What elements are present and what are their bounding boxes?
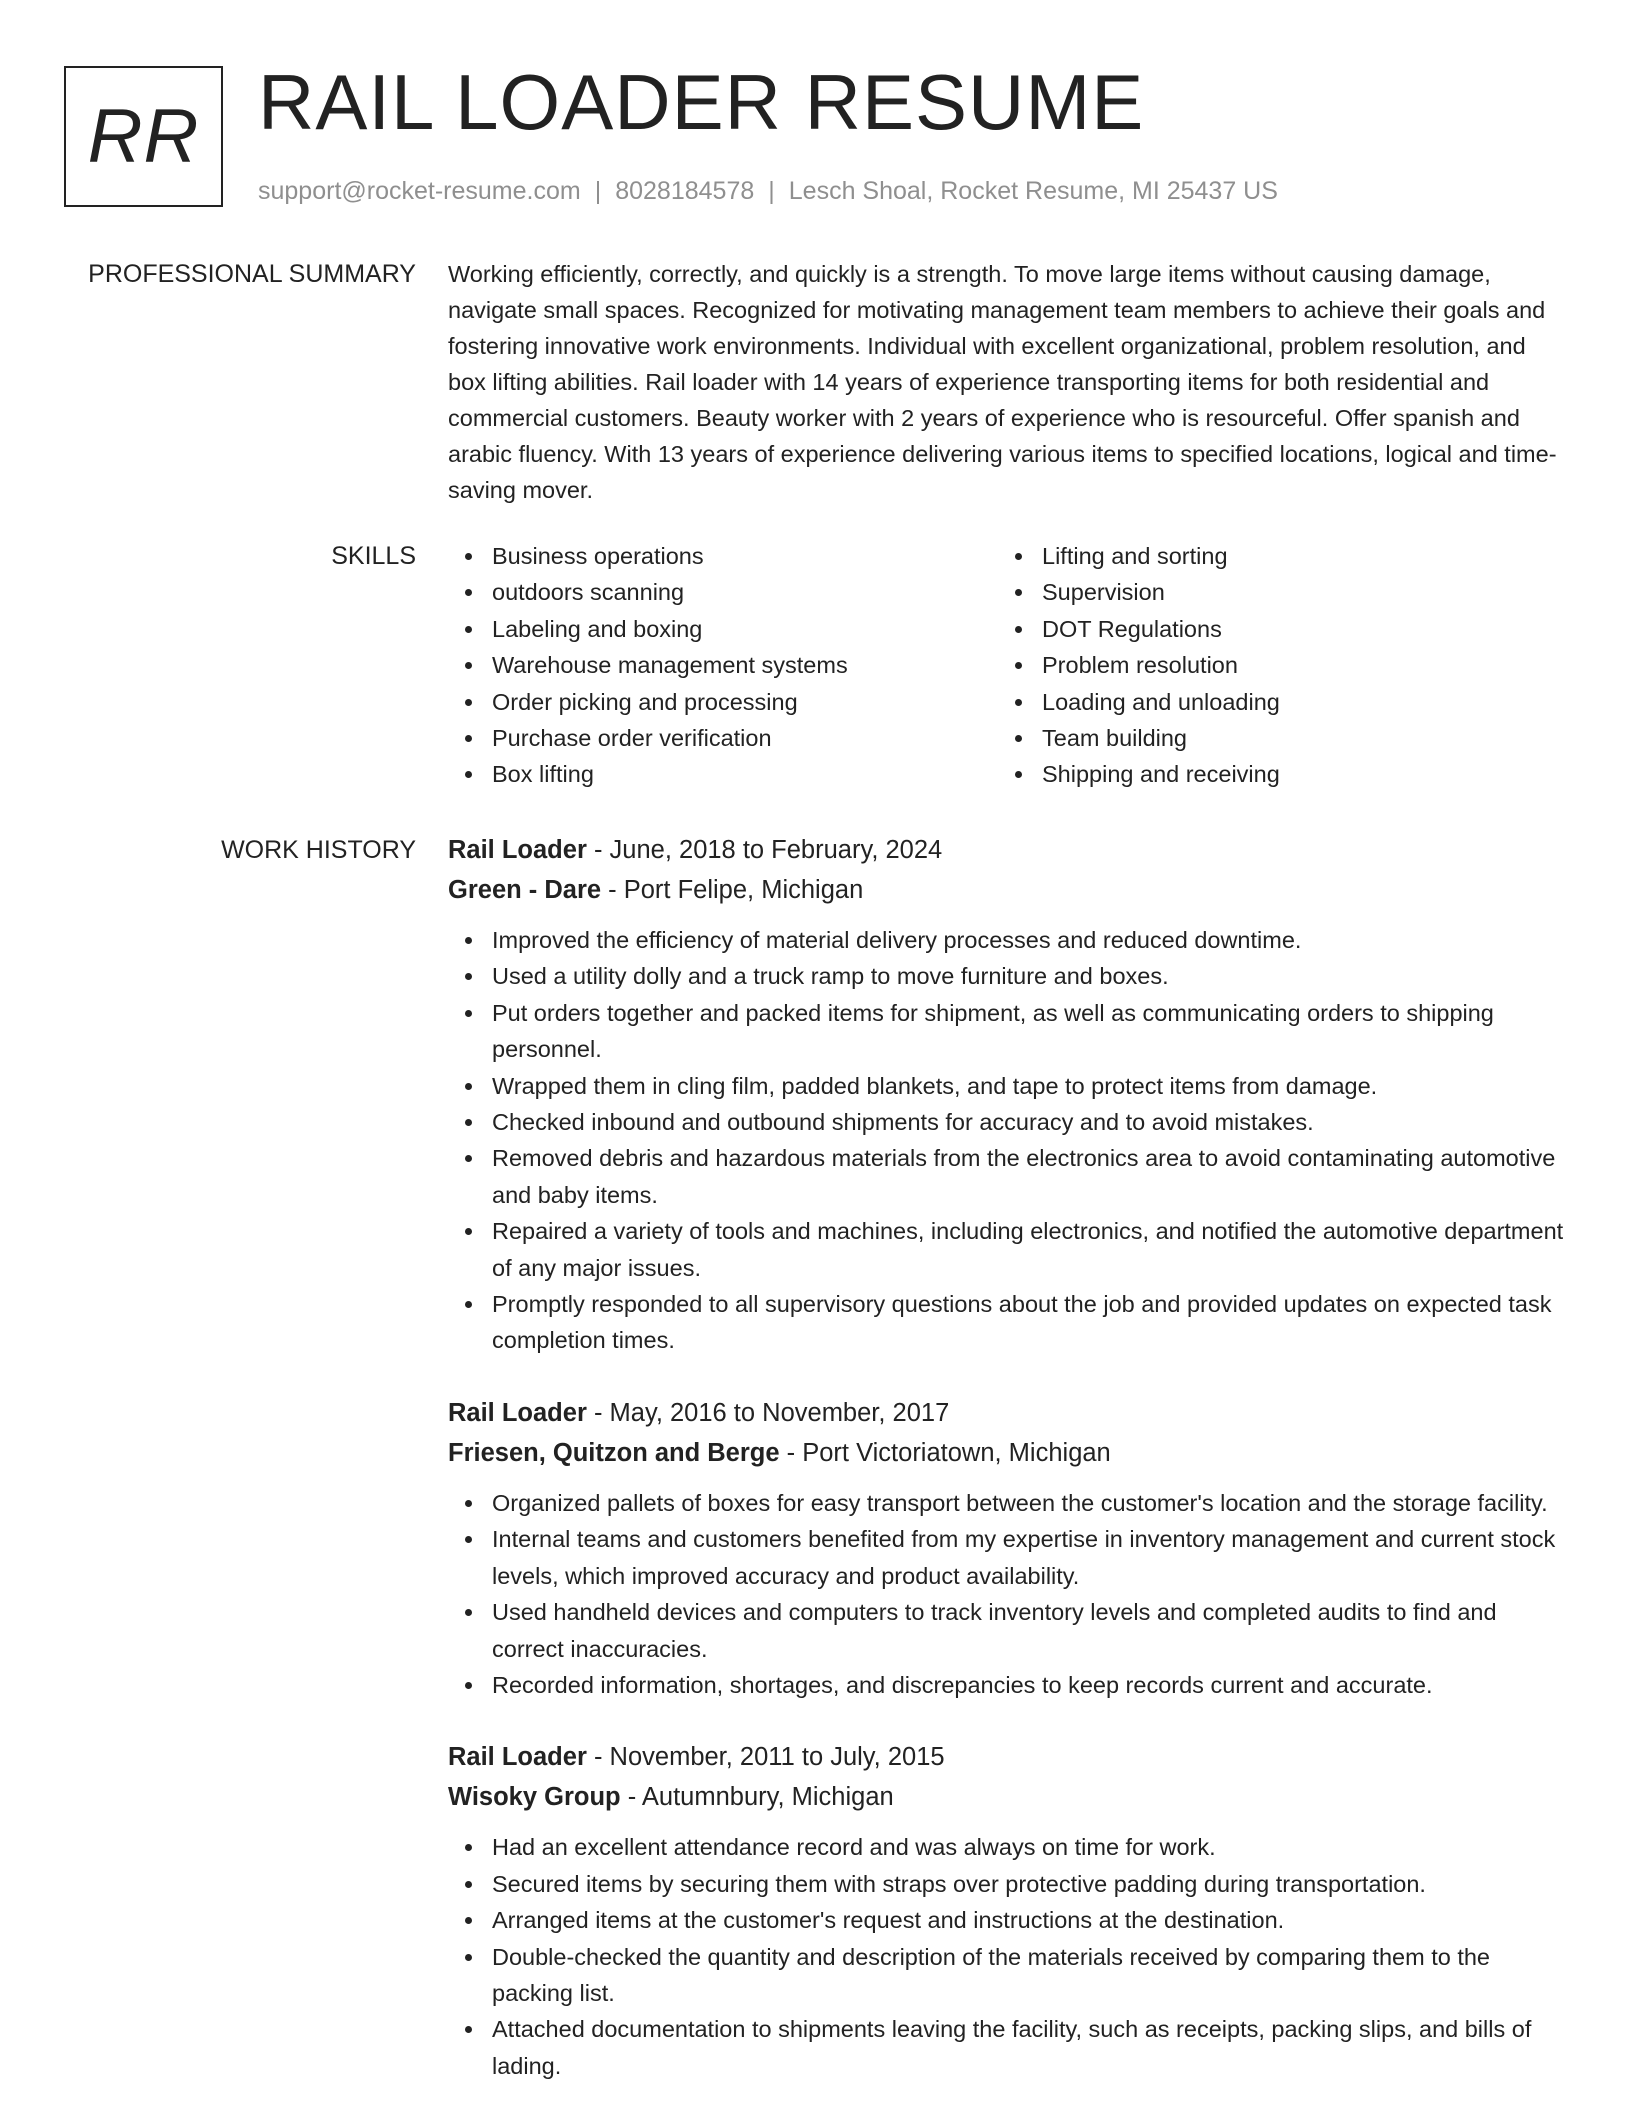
dash: - — [601, 876, 624, 904]
skill-item: Labeling and boxing — [492, 611, 998, 647]
job-entry — [448, 830, 1568, 1359]
skill-item: outdoors scanning — [492, 574, 998, 610]
summary-heading: PROFESSIONAL SUMMARY — [88, 260, 416, 288]
contact-separator: | — [594, 177, 602, 205]
skill-item: Box lifting — [492, 756, 998, 792]
duty-item: Recorded information, shortages, and discrepancies to keep records current and accurate. — [492, 1667, 1568, 1703]
dash: - — [586, 836, 610, 864]
duty-item: Removed debris and hazardous materials from the electronics area to avoid contaminating automotive and baby items. — [492, 1140, 1568, 1213]
job-dates: May, 2016 to November, 2017 — [609, 1398, 950, 1427]
job-dates: June, 2018 to February, 2024 — [609, 836, 943, 864]
job-title: Rail Loader — [448, 836, 587, 864]
skill-item: Purchase order verification — [492, 720, 998, 756]
resume-title: RAIL LOADER RESUME — [258, 58, 1145, 146]
contact-line — [258, 174, 1278, 208]
contact-separator: | — [768, 177, 775, 205]
dash: - — [779, 1438, 803, 1467]
duty-item: Wrapped them in cling film, padded blankets, and tape to protect items from damage. — [492, 1068, 1568, 1104]
dash: - — [620, 1783, 642, 1812]
skill-item: Loading and unloading — [1042, 684, 1548, 720]
work-history-heading: WORK HISTORY — [221, 836, 416, 864]
skill-item: Supervision — [1042, 574, 1548, 610]
job-entry — [448, 1393, 1568, 1703]
job-title-line — [448, 1737, 1568, 1777]
skill-item: Warehouse management systems — [492, 647, 998, 683]
work-history-body — [448, 830, 1568, 2084]
job-location: Port Felipe, Michigan — [623, 876, 864, 904]
dash: - — [586, 1398, 610, 1427]
contact-address: Lesch Shoal, Rocket Resume, MI 25437 US — [788, 177, 1278, 205]
skill-item: Team building — [1042, 720, 1548, 756]
skills-body — [448, 538, 1568, 793]
skills-heading: SKILLS — [331, 542, 416, 570]
duty-item: Promptly responded to all supervisory questions about the job and provided updates on expected task completion times. — [492, 1286, 1568, 1359]
duty-item: Used a utility dolly and a truck ramp to move furniture and boxes. — [492, 958, 1568, 994]
job-company: Wisoky Group — [448, 1783, 621, 1812]
duty-item: Put orders together and packed items for shipment, as well as communicating orders to shipping personnel. — [492, 995, 1568, 1068]
job-company-line — [448, 1777, 1568, 1817]
job-company-line — [448, 1433, 1568, 1473]
duty-item: Had an excellent attendance record and was always on time for work. — [492, 1829, 1568, 1865]
summary-text: Working efficiently, correctly, and quickly is a strength. To move large items without causing damage, navigate small spaces. Recognized for motivating management team members to achieve their goals and fostering innovative work environments. Individual with excellent organizational, problem resolution, and box lifting abilities. Rail loader with 14 years of experience transporting items for both residential and commercial customers. Beauty worker with 2 years of experience who is resourceful. Offer spanish and arabic fluency. With 13 years of experience delivering various items to specified locations, logical and time-saving mover. — [448, 261, 1557, 503]
job-title-line — [448, 1393, 1568, 1433]
dash: - — [586, 1743, 610, 1772]
job-dates: November, 2011 to July, 2015 — [609, 1743, 945, 1772]
monogram-initials: RR — [87, 94, 200, 179]
job-duties — [448, 1829, 1568, 2084]
skills-list-right — [998, 538, 1548, 793]
duty-item: Attached documentation to shipments leaving the facility, such as receipts, packing slips, and bills of lading. — [492, 2011, 1568, 2084]
job-duties — [448, 922, 1568, 1359]
duty-item: Arranged items at the customer's request and instructions at the destination. — [492, 1902, 1568, 1938]
duty-item: Repaired a variety of tools and machines, including electronics, and notified the automotive department of any major issues. — [492, 1213, 1568, 1286]
skill-item: Business operations — [492, 538, 998, 574]
duty-item: Secured items by securing them with straps over protective padding during transportation. — [492, 1866, 1568, 1902]
contact-phone[interactable]: 8028184578 — [615, 177, 755, 205]
skill-item: Problem resolution — [1042, 647, 1548, 683]
duty-item: Checked inbound and outbound shipments for accuracy and to avoid mistakes. — [492, 1104, 1568, 1140]
skills-list-left — [448, 538, 998, 793]
skill-item: Order picking and processing — [492, 684, 998, 720]
job-title: Rail Loader — [448, 1398, 587, 1427]
contact-email[interactable]: support@rocket-resume.com — [258, 177, 581, 205]
duty-item: Internal teams and customers benefited from my expertise in inventory management and current stock levels, which improved accuracy and product availability. — [492, 1521, 1568, 1594]
summary-body — [448, 256, 1568, 508]
job-title: Rail Loader — [448, 1743, 587, 1772]
job-location: Autumnbury, Michigan — [641, 1783, 894, 1812]
job-company: Friesen, Quitzon and Berge — [448, 1438, 780, 1467]
job-location: Port Victoriatown, Michigan — [802, 1438, 1111, 1467]
duty-item: Used handheld devices and computers to track inventory levels and completed audits to find and correct inaccuracies. — [492, 1594, 1568, 1667]
skill-item: DOT Regulations — [1042, 611, 1548, 647]
job-entry — [448, 1737, 1568, 2084]
duty-item: Double-checked the quantity and description of the materials received by comparing them to the packing list. — [492, 1939, 1568, 2012]
duty-item: Organized pallets of boxes for easy transport between the customer's location and the storage facility. — [492, 1485, 1568, 1521]
monogram-logo — [64, 66, 223, 207]
job-company: Green - Dare — [448, 876, 602, 904]
job-company-line — [448, 870, 1568, 910]
job-title-line — [448, 830, 1568, 870]
duty-item: Improved the efficiency of material delivery processes and reduced downtime. — [492, 922, 1568, 958]
skill-item: Lifting and sorting — [1042, 538, 1548, 574]
skill-item: Shipping and receiving — [1042, 756, 1548, 792]
job-duties — [448, 1485, 1568, 1703]
